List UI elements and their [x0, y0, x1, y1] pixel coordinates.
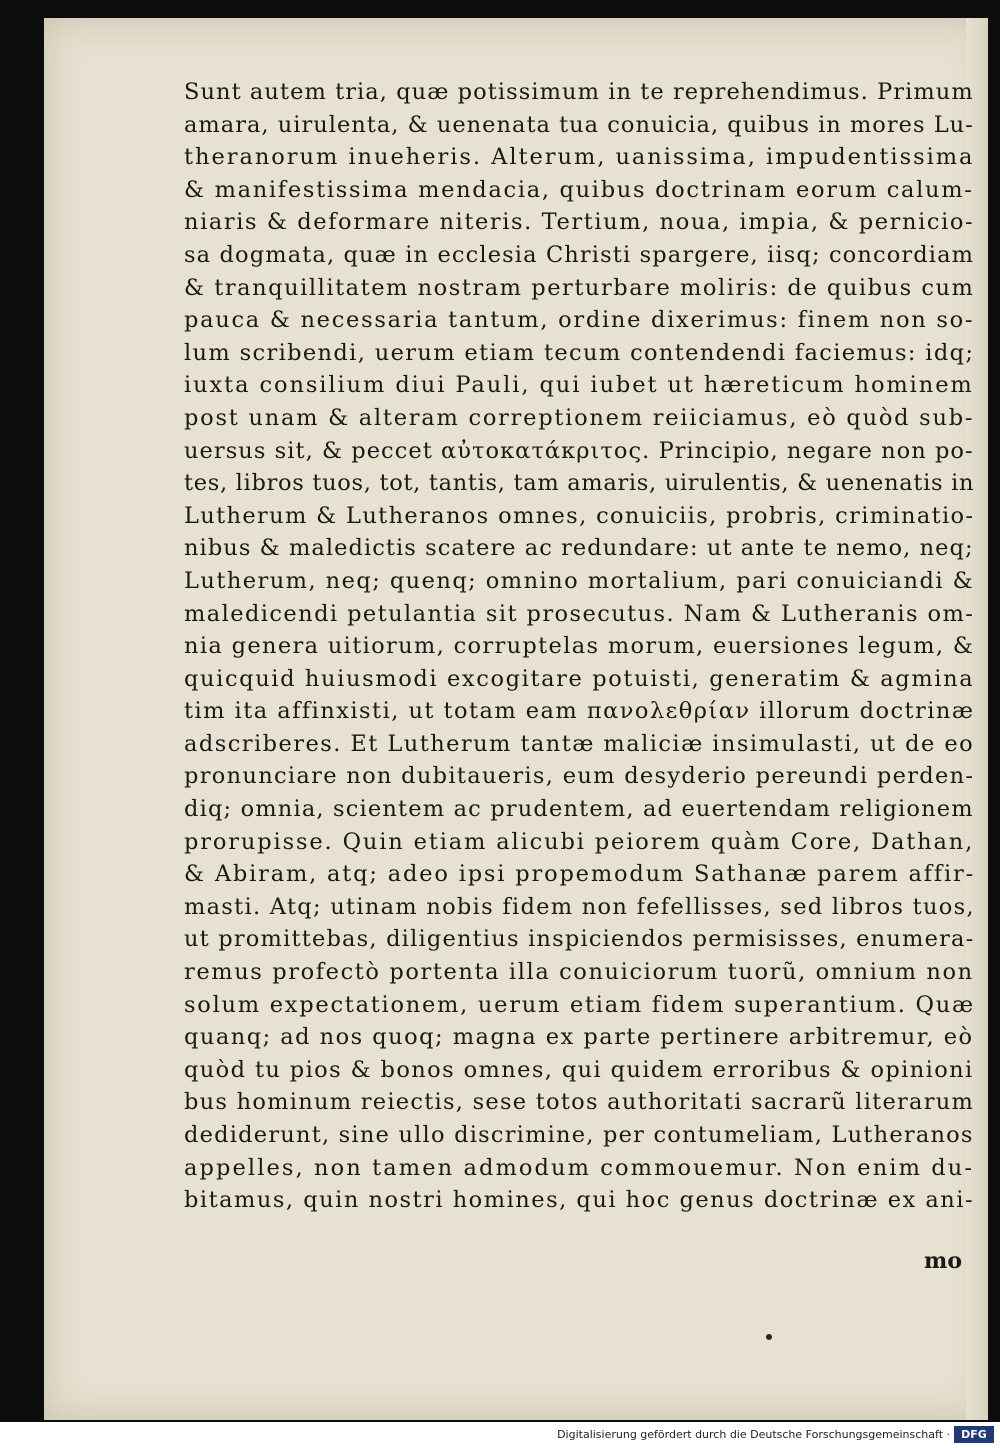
text-line: tes, libros tuos, tot, tantis, tam amaris, uirulentis, & uenenatis in	[184, 470, 975, 497]
text-line: niaris & deformare niteris. Tertium, noua, impia, & pernicio-	[184, 209, 975, 236]
text-line: amara, uirulenta, & uenenata tua conuicia, quibus in mores Lu-	[184, 111, 974, 138]
text-line: iuxta consilium diui Pauli, qui iubet ut hæreticum hominem	[184, 372, 974, 399]
text-line: Lutherum & Lutheranos omnes, conuiciis, probris, criminatio-	[184, 502, 975, 529]
text-line: theranorum inueheris. Alterum, uanissima, impudentissima	[184, 144, 975, 171]
text-line: pauca & necessaria tantum, ordine dixerimus: finem non so-	[184, 307, 975, 334]
text-line: solum expectationem, uerum etiam fidem superantium. Quæ	[184, 991, 975, 1018]
text-line: quanq; ad nos quoq; magna ex parte pertinere arbitremur, eò	[184, 1024, 974, 1051]
text-line: quòd tu pios & bonos omnes, qui quidem erroribus & opinioni	[184, 1056, 974, 1083]
text-line: bitamus, quin nostri homines, qui hoc genus doctrinæ ex ani-	[184, 1187, 975, 1214]
text-line: & Abiram, atq; adeo ipsi propemodum Sathanæ parem affir-	[184, 861, 976, 888]
text-line: Sunt autem tria, quæ potissimum in te reprehendimus. Primum	[184, 79, 974, 105]
text-line: & manifestissima mendacia, quibus doctrinam eorum calum-	[184, 176, 974, 203]
page-body-text	[184, 76, 974, 1217]
text-line: maledicendi petulantia sit prosecutus. Nam & Lutheranis om-	[184, 600, 975, 627]
text-line: sa dogmata, quæ in ecclesia Christi spargere, iisq; concordiam	[184, 241, 975, 268]
text-line: nia genera uitiorum, corruptelas morum, euersiones legum, &	[184, 633, 975, 660]
text-line: pronunciare non dubitaueris, eum desyderio pereundi perden-	[184, 763, 975, 790]
text-line: Lutherum, neq; quenq; omnino mortalium, pari conuiciandi &	[184, 567, 975, 594]
text-line: quicquid huiusmodi excogitare potuisti, generatim & agmina	[184, 665, 975, 692]
ink-spot	[766, 1334, 772, 1340]
text-line: tim ita affinxisti, ut totam eam πανολεθρίαν illorum doctrinæ	[184, 698, 975, 725]
funding-credit: Digitalisierung gefördert durch die Deutsche Forschungsgemeinschaft ·	[557, 1428, 950, 1441]
dfg-logo: DFG	[954, 1426, 994, 1443]
text-line: masti. Atq; utinam nobis fidem non fefellisses, sed libros tuos,	[184, 893, 975, 920]
catchword: mo	[924, 1248, 962, 1274]
digitization-footer	[0, 1422, 1000, 1448]
text-line: adscriberes. Et Lutherum tantæ maliciæ insimulasti, ut de eo	[184, 730, 975, 757]
text-line: post unam & alteram correptionem reiiciamus, eò quòd sub-	[184, 404, 975, 431]
text-line: lum scribendi, uerum etiam tecum contendendi faciemus: idq;	[184, 339, 975, 366]
text-line: diq; omnia, scientem ac prudentem, ad euertendam religionem	[184, 796, 974, 823]
text-line: dediderunt, sine ullo discrimine, per contumeliam, Lutheranos	[184, 1122, 974, 1148]
text-line: uersus sit, & peccet αὐτοκατάκριτος. Principio, negare non po-	[184, 437, 974, 464]
text-line: remus profectò portenta illa conuiciorum tuorũ, omnium non	[184, 959, 974, 986]
text-line: appelles, non tamen admodum commouemur. Non enim du-	[184, 1154, 975, 1181]
text-line: nibus & maledictis scatere ac redundare: ut ante te nemo, neq;	[184, 535, 974, 562]
text-line: prorupisse. Quin etiam alicubi peiorem quàm Core, Dathan,	[184, 828, 975, 855]
text-line: bus hominum reiectis, sese totos authoritati sacrarũ literarum	[184, 1089, 975, 1116]
text-line: & tranquillitatem nostram perturbare moliris: de quibus cum	[184, 274, 975, 301]
text-line: ut promittebas, diligentius inspiciendos permisisses, enumera-	[184, 926, 975, 953]
